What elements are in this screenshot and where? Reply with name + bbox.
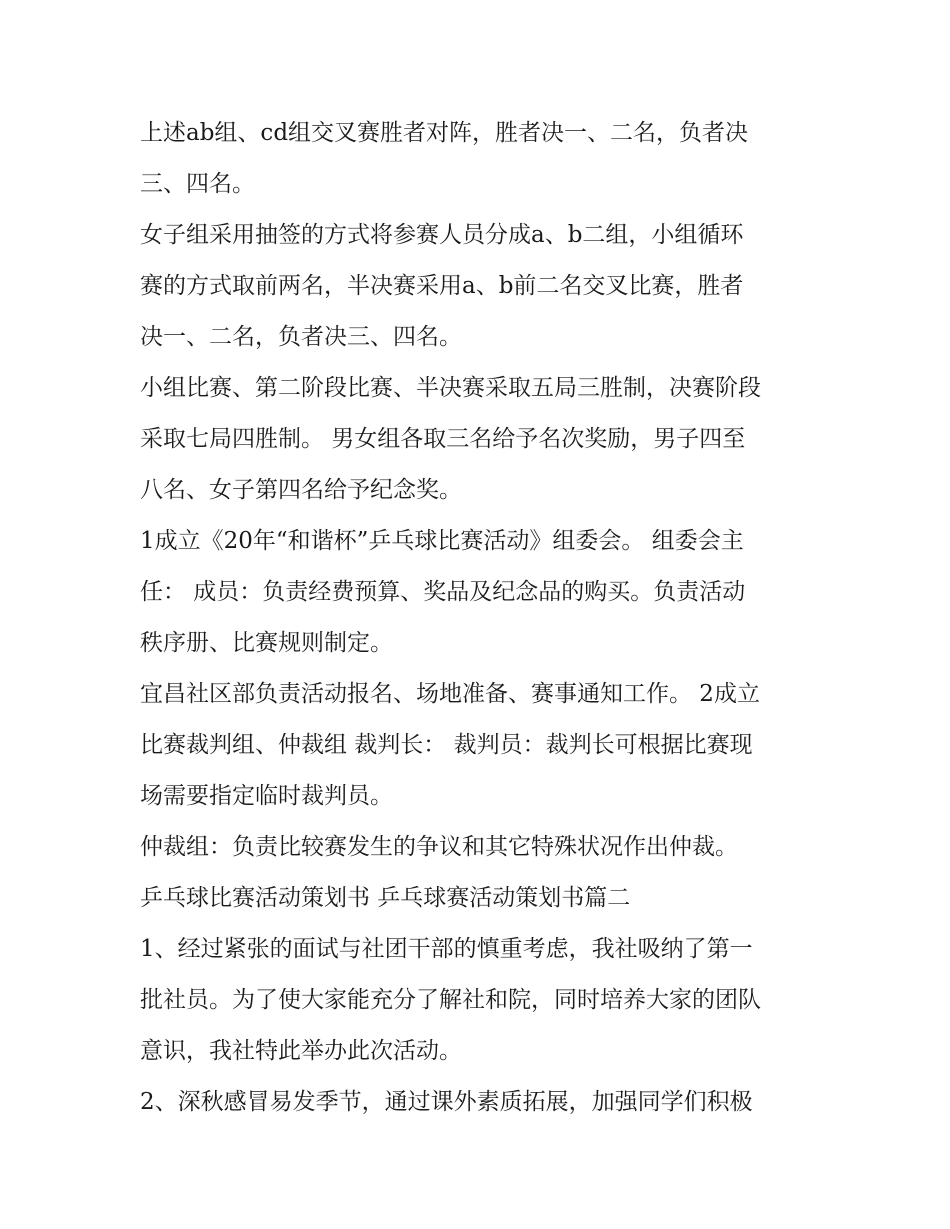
text-line: 小组比赛、第二阶段比赛、半决赛采取五局三胜制，决赛阶段 — [140, 375, 761, 401]
paragraph — [140, 210, 820, 363]
paragraph — [140, 108, 820, 210]
section-heading — [140, 873, 820, 924]
document-body — [140, 108, 820, 1128]
paragraph — [140, 1077, 820, 1128]
text-line: 仲裁组：负责比较赛发生的争议和其它特殊状况作出仲裁。 — [140, 834, 738, 860]
text-line: 2、深秋感冒易发季节，通过课外素质拓展，加强同学们积极 — [140, 1089, 753, 1115]
paragraph — [140, 924, 820, 1077]
text-line: 宜昌社区部负责活动报名、场地准备、赛事通知工作。 2成立 — [140, 681, 760, 707]
paragraph — [140, 516, 820, 669]
text-line: 1、经过紧张的面试与社团干部的慎重考虑，我社吸纳了第一 — [140, 936, 753, 962]
text-line: 三、四名。 — [140, 171, 255, 197]
text-line: 赛的方式取前两名，半决赛采用a、b前二名交叉比赛，胜者 — [140, 273, 744, 299]
text-line: 任： 成员：负责经费预算、奖品及纪念品的购买。负责活动 — [140, 579, 746, 605]
paragraph — [140, 363, 820, 516]
paragraph — [140, 669, 820, 822]
text-line: 决一、二名，负者决三、四名。 — [140, 324, 462, 350]
text-line: 批社员。为了使大家能充分了解社和院，同时培养大家的团队 — [140, 987, 761, 1013]
text-line: 比赛裁判组、仲裁组 裁判长： 裁判员：裁判长可根据比赛现 — [140, 732, 753, 758]
text-line: 女子组采用抽签的方式将参赛人员分成a、b二组，小组循环 — [140, 222, 744, 248]
text-line: 场需要指定临时裁判员。 — [140, 783, 393, 809]
text-line: 乒乓球比赛活动策划书 乒乓球赛活动策划书篇二 — [140, 885, 631, 911]
text-line: 采取七局四胜制。 男女组各取三名给予名次奖励，男子四至 — [140, 426, 746, 452]
text-line: 秩序册、比赛规则制定。 — [140, 630, 393, 656]
text-line: 上述ab组、cd组交叉赛胜者对阵，胜者决一、二名，负者决 — [140, 120, 749, 146]
paragraph — [140, 822, 820, 873]
text-line: 1成立《20年“和谐杯”乒乓球比赛活动》组委会。 组委会主 — [140, 528, 744, 554]
text-line: 意识，我社特此举办此次活动。 — [140, 1038, 462, 1064]
text-line: 八名、女子第四名给予纪念奖。 — [140, 477, 462, 503]
